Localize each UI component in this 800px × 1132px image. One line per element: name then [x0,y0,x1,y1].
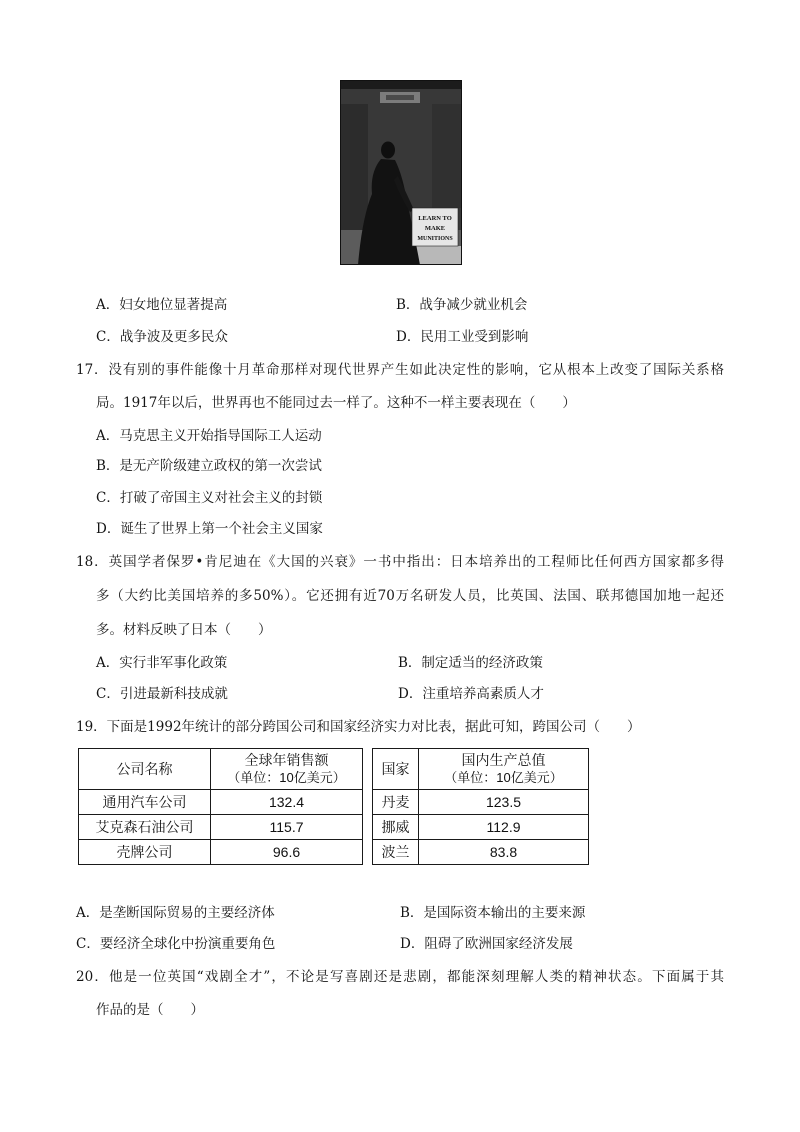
company-sales-header-unit: （单位：10亿美元） [227,770,346,785]
q18-option-c: C．引进最新科技成就 [96,686,228,702]
country-gdp-cell: 123.5 [419,790,589,815]
photo-wall-left [340,104,368,230]
q17-stem-line-2: 局。1917年以后，世界再也不能同过去一样了。这种不一样主要表现在（ ） [96,395,576,411]
photo-top-band [340,80,462,89]
country-gdp-header [419,749,589,790]
company-name-cell: 壳牌公司 [79,840,211,865]
woman-head [381,142,395,159]
q20-stem-line-2: 作品的是（ ） [96,1002,204,1018]
country-name-cell: 挪威 [373,815,419,840]
q18-option-b: B．制定适当的经济政策 [398,655,543,671]
q18-stem-line-3: 多。材料反映了日本（ ） [96,622,272,638]
company-sales-table [78,748,363,865]
historical-photo [340,80,462,265]
company-name-cell: 艾克森石油公司 [79,815,211,840]
table-row [79,790,363,815]
company-name-cell: 通用汽车公司 [79,790,211,815]
country-gdp-header-unit: （单位：10亿美元） [444,770,563,785]
poster-text-line-3: MUNITIONS [417,236,453,242]
company-sales-header-title: 全球年销售额 [244,752,329,768]
country-gdp-header-title: 国内生产总值 [461,752,546,768]
country-name-cell: 波兰 [373,840,419,865]
q19-option-d: D．阻碍了欧洲国家经济发展 [400,936,573,952]
country-name-cell: 丹麦 [373,790,419,815]
country-gdp-table [372,748,589,865]
country-name-header: 国家 [373,749,419,790]
q18-option-d: D．注重培养高素质人才 [398,686,544,702]
company-sales-header [211,749,363,790]
q18-stem-line-2: 多（大约比美国培养的多50%）。它还拥有近70万名研发人员，比英国、法国、联邦德国加地一起还 [96,588,724,604]
table-row [373,790,589,815]
photo-sign-inner [386,95,414,100]
company-sales-cell: 96.6 [211,840,363,865]
q16-option-c: C．战争波及更多民众 [96,329,228,345]
photo-wall-right [432,104,462,208]
q19-option-b: B．是国际资本输出的主要来源 [400,905,586,921]
q16-option-d: D．民用工业受到影响 [396,329,529,345]
table-row [79,815,363,840]
q20-stem-line-1: 20．他是一位英国“戏剧全才”，不论是写喜剧还是悲剧，都能深刻理解人类的精神状态。下面属于其 [76,969,724,985]
q18-option-a: A．实行非军事化政策 [96,655,228,671]
company-sales-cell: 132.4 [211,790,363,815]
q17-stem-line-1: 17．没有别的事件能像十月革命那样对现代世界产生如此决定性的影响，它从根本上改变了国际关系格 [76,362,724,378]
q18-stem-line-1: 18．英国学者保罗•肯尼迪在《大国的兴衰》一书中指出：日本培养出的工程师比任何西方国家都多得 [76,554,724,570]
company-name-header: 公司名称 [79,749,211,790]
q17-option-b: B．是无产阶级建立政权的第一次尝试 [96,458,322,474]
table-header-row [373,749,589,790]
country-gdp-cell: 112.9 [419,815,589,840]
q19-option-a: A．是垄断国际贸易的主要经济体 [76,905,275,921]
table-row [79,840,363,865]
q16-option-b: B．战争减少就业机会 [396,297,528,313]
country-gdp-cell: 83.8 [419,840,589,865]
q16-option-a: A．妇女地位显著提高 [96,297,228,313]
q17-option-d: D．诞生了世界上第一个社会主义国家 [96,521,323,537]
table-row [373,840,589,865]
poster-text-line-2: MAKE [424,225,446,232]
poster-text-line-1: LEARN TO [418,215,452,222]
q17-option-c: C．打破了帝国主义对社会主义的封锁 [96,490,323,506]
q17-option-a: A．马克思主义开始指导国际工人运动 [96,428,322,444]
q19-option-c: C．要经济全球化中扮演重要角色 [76,936,276,952]
q19-stem: 19．下面是1992年统计的部分跨国公司和国家经济实力对比表，据此可知，跨国公司（ ） [76,719,641,735]
table-header-row [79,749,363,790]
table-row [373,815,589,840]
company-sales-cell: 115.7 [211,815,363,840]
